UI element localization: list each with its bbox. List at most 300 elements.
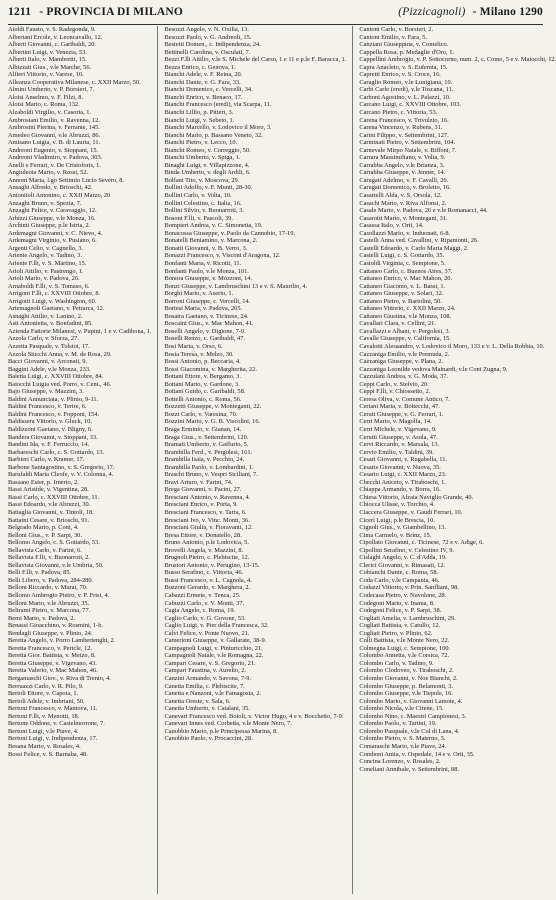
directory-entry: Colombo Nicola, v.le Cirene, 15. xyxy=(359,705,444,713)
directory-entry: Baldini Annunciata, v. Plinio, 9-11. xyxy=(8,395,99,403)
directory-entry: Cavallazzi e Albani, v. Pergolesi, 3. xyxy=(359,327,451,335)
directory-entry: Baggini Adele, v.le Monza, 233. xyxy=(8,365,91,373)
directory-entry: Camerioni Giuseppe, v. Gallarate, 38-9. xyxy=(164,637,267,645)
directory-entry: Bertoni Luigi, v.le Piave, 4. xyxy=(8,727,79,735)
directory-entry: Aioldi Fausto, v. S. Radegonda, 9. xyxy=(8,26,96,33)
directory-entry: Casachi Mario, v. Riva Alfonsi, 2. xyxy=(359,199,447,207)
directory-entry: Bosoni F.lli, v. Pascoli, 39. xyxy=(164,214,233,222)
directory-entry: Cazzulani Andrea, v. G. Moda, 37. xyxy=(359,373,448,381)
directory-entry: Bellavista Carlo, v. Farini, 6. xyxy=(8,546,82,554)
header-separator: - xyxy=(39,6,44,18)
directory-entry: Boscaini Gius., v. Mac Mahon, 41. xyxy=(164,320,254,328)
directory-entry: Casartelli Alda, v. S. Orsola, 12. xyxy=(359,192,442,200)
directory-entry: Anelli e Ferrari, v. De Cristoforis, 1. xyxy=(8,161,101,169)
directory-entry: Anzaghi Felice, v. Caravaggio, 12. xyxy=(8,207,97,215)
directory-entry: Borroni Giuseppe, c. Vercelli, 14. xyxy=(164,297,251,305)
directory-entry: Barufaldi Maria Cleofe, v. V. Colonna, 4. xyxy=(8,471,114,479)
directory-entry: Baldizzoni Gaetano, v. Bligny, 6. xyxy=(8,425,93,433)
directory-entry: Bianchi Romeo, v. Correggio, 50. xyxy=(164,146,251,154)
directory-entry: Arnaboldi F.lli, v. S. Tomaso, 6. xyxy=(8,282,90,290)
directory-entry: Bonatti Giovanni, v. B. Verro, 3. xyxy=(164,244,248,252)
directory-entry: Canziani Giuseppina, v. Comelico. xyxy=(359,41,449,49)
directory-entry: Azzola Carlo, v. Sforza, 27. xyxy=(8,335,79,343)
directory-entry: Bianchi Adele, v. F. Reina, 20. xyxy=(164,71,243,79)
directory-entry: Bramati Umberto, v. Gaffurio, 5. xyxy=(164,441,249,449)
directory-entry: Cignoli Gius., v. Giambellino, 13. xyxy=(359,524,447,532)
directory-entry: Colombo Carlo, v. Tadino, 9. xyxy=(359,659,434,667)
directory-entry: Campari Cesare, v. S. Gregorio, 21. xyxy=(164,659,256,667)
directory-entry: Canetta Emilia, c. Plebiscite, 7. xyxy=(164,682,245,690)
directory-entry: Bezzi F.lli Attilio, v.le S. Michele del Carso, 1 e 11 e p.le F. Baracca, 1. xyxy=(164,56,347,64)
directory-entry: Asnaghi Attilio, v. Lanino, 2. xyxy=(8,312,83,320)
directory-entry: Angiuleoia Mario, v. Rossi, 52. xyxy=(8,169,89,177)
directory-entry: Azienda Fattorie Milanesi, v. Pupini, 1 e v. Cadibona, 1. xyxy=(8,327,152,335)
directory-entry: Carboni Agostino, v. L. Palazzi, 10. xyxy=(359,93,451,101)
directory-entry: Barbareschi Carlo, c. S. Gottardo, 13. xyxy=(8,448,105,456)
directory-entry: Brugnoli Pietro, c. Plebiscite, 12. xyxy=(164,554,250,562)
directory-entry: Bassi Carlo, c. XXVIII Ottobre, 11. xyxy=(8,493,100,501)
directory-entry: Chiesa Vittorio, Alzaia Naviglio Grande, 40. xyxy=(359,493,474,501)
directory-entry: Cazzaniga Emilio, v.le Premuda, 2. xyxy=(359,350,450,358)
directory-entry: Cattaneo Vittorio, c. XXII Marzo, 24. xyxy=(359,305,456,313)
directory-entry: Aloisi Anselmo, v. F. Filzi, 8. xyxy=(8,93,84,101)
directory-entry: Bosia Teresa, v. Melzo, 30. xyxy=(164,350,234,358)
directory-entry: Campari Faustina, v. Aurelio, 2. xyxy=(164,667,247,675)
directory-entry: Boselli Angelo, v. Digione, 7-9. xyxy=(164,327,246,335)
directory-entry: Brambilla Ferd., v. Pergolesi, 161. xyxy=(164,448,253,456)
directory-entry: Bresciani Francesco, v. Tarra, 6. xyxy=(164,509,247,516)
directory-entry: Concina Lorenzo, v. Rosales, 2. xyxy=(359,758,441,766)
directory-entry: Bassi Aristide, v. Vigentina, 28. xyxy=(8,486,89,494)
directory-entry: Binda Umberto, v. degli Ardili, 6. xyxy=(164,169,251,177)
directory-entry: Cavalle Giuseppe, v. California, 15. xyxy=(359,335,451,343)
directory-entry: Cerri Michele, v. Vigevano, 9. xyxy=(359,425,437,433)
directory-entry: Amedeo Giovanni, v.le Abruzzi, 86. xyxy=(8,131,101,139)
directory-entry: Bonfanti Paolo, v.le Monza, 101. xyxy=(164,267,249,275)
directory-entry: Bellomo Ambrogio Pietro, v. P. Frisi, 4. xyxy=(8,592,110,600)
directory-entry: Cervio Emilio, v. Taldini, 39. xyxy=(359,448,434,456)
directory-entry: Calvi Felice, v. Ponte Nuovo, 21. xyxy=(164,629,250,637)
directory-entry: Ariente Angelo, v. Tadino, 3. xyxy=(8,252,82,260)
directory-entry: Ardemagni Giovanni, v. C. Nievo, 4. xyxy=(8,229,103,237)
directory-entry: Carugati Adelmo, v. F. Cavalli, 26. xyxy=(359,176,449,184)
directory-entry: Bandera Giovanni, v. Stoppani, 33. xyxy=(8,433,98,441)
directory-entry: Castelli Anna ved. Cavallini, v. Ripamonti, 26. xyxy=(359,237,479,245)
directory-entry: Carcano Pietro, c. Vittoria, 53. xyxy=(359,109,438,117)
directory-entry: Ambrosini Pierina, v. Ferrante, 145. xyxy=(8,124,100,132)
directory-entry: Bezza Enrico, c. Genova, 1. xyxy=(164,63,236,71)
directory-entry: Anzaghi Bruno, v. Spezia, 7. xyxy=(8,199,82,207)
directory-entry: Artemagnoli Gaetano, v. Petrarca, 12. xyxy=(8,305,105,313)
directory-entry: Bossi Felice, v. S. Barnaba, 48. xyxy=(8,750,88,758)
directory-column-2 xyxy=(164,26,346,894)
directory-entry: Belloni Riccardo, v. Murat, 70. xyxy=(8,584,88,592)
directory-entry: Carbi Carlo (eredi), v.le Toscana, 11. xyxy=(359,86,454,94)
header-right xyxy=(398,6,543,18)
directory-entry: Ariente F.lli, v. S. Martino, 15. xyxy=(8,259,87,267)
directory-entry: Bottani Ettore, v. Bergamo, 3. xyxy=(164,373,241,381)
directory-entry: Bottelli Antonio, c. Roma, 56. xyxy=(164,395,242,403)
directory-entry: Berruazzi Carlo, v. R. Pilo, 9. xyxy=(8,682,84,690)
directory-entry: Cattaneo Giuseppe, v. Solari, 32. xyxy=(359,290,444,298)
directory-entry: Ciaccera Giuseppe, v. Gaudi Ferrari, 10. xyxy=(359,509,463,516)
directory-entry: Argenti Celio, v. Cagnello, 3. xyxy=(8,244,84,252)
directory-entry: Bassi Edoardo, v.le Abruzzi, 30. xyxy=(8,501,91,509)
directory-entry: Belgrado Mario, p. Coni, 4. xyxy=(8,524,79,532)
directory-entry: Bollini Silvio, v. Buonarroti, 3. xyxy=(164,207,244,215)
directory-entry: Ansaghi Alfredo, v. Brioschi, 42. xyxy=(8,184,93,192)
directory-entry: Bajo Giuseppe, v. Mazzini, 3. xyxy=(8,388,84,396)
directory-entry: Bianchi Francesco (eredi), via Scarpa, 11. xyxy=(164,101,272,109)
directory-entry: Cavallari Clara, v. Cellini, 21. xyxy=(359,320,436,328)
directory-entry: Bozzini Mario, v. G. B. Viscolini, 16. xyxy=(164,418,261,426)
directory-entry: Campagnoli Natale, v.le Romagna, 22. xyxy=(164,652,264,660)
directory-entry: Bellavista F.lli, v. Buonarroti, 2. xyxy=(8,554,90,562)
directory-entry: Bresciani Enrico, v. Porta, 9. xyxy=(164,501,238,509)
directory-entry: Arbizzi Giuseppe, v.le Monza, 16. xyxy=(8,214,96,222)
directory-entry: Bosi Maria, v. Orso, 6. xyxy=(164,342,223,350)
directory-entry: Codegoni Mario, v. Inama, 8. xyxy=(359,599,435,607)
directory-entry: Casollazzi Mario, v. Induonati, 6-8. xyxy=(359,229,451,237)
directory-entry: Checchi Aniceto, v. Tiraboschi, 1. xyxy=(359,478,446,486)
directory-entry: Bianchi Enrico, v. Benaco, 17. xyxy=(164,93,243,101)
directory-entry: Colombo Giuseppe, p. Belamonti, 3. xyxy=(359,682,454,690)
directory-entry: Bandini Ida, v. F. Ferruccio, 14. xyxy=(8,441,90,449)
directory-entry: Arioli Mario, v. Padova, 26. xyxy=(8,275,80,283)
directory-entry: Cesario Luigi, c. XXII Marzo, 23. xyxy=(359,471,447,479)
directory-entry: Codegoni Felice, v. P. Sarpi, 38. xyxy=(359,607,442,615)
directory-entry: Belloni Gius., v. P. Sarpi, 30. xyxy=(8,531,82,539)
directory-entry: Bresciani Antonio, v. Ravenna, 4. xyxy=(164,493,251,501)
directory-entry: Canetta Oreste, v. Sala, 6. xyxy=(164,697,231,705)
directory-entry: Bosatra Gaetano, v. Ticinese, 24. xyxy=(164,312,249,320)
directory-entry: Bianchi Domenico, c. Vercelli, 34. xyxy=(164,86,253,94)
directory-entry: Azzola Stucchi Anna, v. M. de Rosa, 29. xyxy=(8,350,112,358)
directory-entry: Cesari Giovanni, v. Rugabella, 11. xyxy=(359,456,448,464)
directory-entry: Cesaris Giovanni, v. Nuova, 35. xyxy=(359,463,441,471)
directory-entry: Castoldi Virginia, c. Sempione, 5. xyxy=(359,259,446,267)
directory-entry: Bertone Oddone, v. Castelmorrone, 7. xyxy=(8,720,105,728)
directory-entry: Bertoni F.lli, v. Menotti, 18. xyxy=(8,712,80,720)
directory-entry: Bompieri Andrea, v. C. Simonetta, 19. xyxy=(164,222,263,230)
directory-entry: Casale Mario, v. Padova, 26 e v.le Romanacci, 44. xyxy=(359,207,488,215)
directory-entry: Carrara Massimiliano, v. Volta, 9. xyxy=(359,154,446,162)
directory-entry: Benassi Gioacchino, v. Rosmini, 1-b. xyxy=(8,622,104,630)
directory-entry: Bozzi Carlo, v. Varesina, 70. xyxy=(164,410,238,418)
page-number-right: 1290 xyxy=(519,6,543,18)
directory-entry: Alzaboldi Virgilio, v. Casoria, 1. xyxy=(8,109,92,117)
directory-entry: Albertani Ercole, v. Leoncavallo, 12. xyxy=(8,33,103,41)
directory-entry: Bollini Celestino, c. Italia, 16. xyxy=(164,199,242,207)
directory-entry: Caglio Luigi, v. Pier della Francesca, 32. xyxy=(164,622,269,630)
directory-entry: Carrabba Angelo, v.le Brianza, 3. xyxy=(359,161,445,169)
directory-column-3 xyxy=(359,26,556,894)
directory-entry: Cislaghi Angelo, v. C. d'Adda, 19. xyxy=(359,554,447,562)
city-title: Milano xyxy=(479,6,517,18)
directory-entry: Casassa Italo, v. Orti, 14. xyxy=(359,222,424,230)
directory-entry: Albizzati Gius., v.le Marche, 56. xyxy=(8,63,92,71)
directory-entry: Arrigoni F.lli, c. XXVIII Ottobre, 8. xyxy=(8,290,101,298)
directory-entry: Alberti Italo, v. Mambretti, 15. xyxy=(8,56,87,64)
directory-entry: Bravi Arturo, v. Farini, 74. xyxy=(164,478,233,486)
directory-entry: Canevari Francesco ved. Boioli, v. Victor Hugo, 4 e v. Bocchetto, 7-9. xyxy=(164,712,344,720)
directory-entry: Clerici Giovanni, v. Rimasati, 12. xyxy=(359,561,446,569)
directory-entry: Cogliati Pietro, v. Plinio, 62. xyxy=(359,629,433,637)
directory-entry: Bresciani Giulia, v. Fioravanti, 12. xyxy=(164,524,253,532)
directory-entry: Cavalotti Alessandro, v. Lodovico il Moro, 133 e v. L. Della Robbia, 10. xyxy=(359,342,545,350)
directory-entry: Bianchi Pietro, v. Lecco, 10. xyxy=(164,139,238,147)
directory-entry: Bonatelli Beniamino, v. Marcona, 2. xyxy=(164,237,258,245)
directory-entry: Coneliani Annibale, v. Settembrini, 88. xyxy=(359,765,460,773)
directory-entry: Asti Antonietta, v. Bonfadini, 85. xyxy=(8,320,93,328)
column-divider xyxy=(352,26,353,894)
directory-entry: Castelli Luigi, c. S. Gottardo, 35. xyxy=(359,252,445,260)
column-divider xyxy=(157,26,158,894)
directory-entry: Bianchi Marcello, v. Lodovico il Moro, 3. xyxy=(164,124,272,132)
directory-entry: Ceresa Oliva, v. Comune Antico, 7. xyxy=(359,395,450,403)
directory-entry: Colombo Giovanni, v. Noe Bianchi, 2. xyxy=(359,675,458,683)
directory-entry: Beretta Francesco, v. Pericle, 12. xyxy=(8,644,93,652)
directory-entry: Baldissera Vittorio, v. Gluck, 10. xyxy=(8,418,92,426)
directory-entry: Beretta Valerio, v. Mac Mahon, 46. xyxy=(8,667,98,675)
directory-entry: Baiocchi Luigia ved. Porro, v. Cent., 46. xyxy=(8,380,112,388)
directory-entry: Campagnoli Luigi, v. Pinturicchio, 21. xyxy=(164,644,263,652)
directory-entry: Bottani Guido, c. Garibaldi, 58. xyxy=(164,388,246,396)
directory-entry: Carini Filippo, v. Settembrini, 127. xyxy=(359,131,449,139)
directory-entry: Battaini Cesare, v. Brioschi, 91. xyxy=(8,516,90,524)
directory-entry: Cipollini Serafino, v. Celestino IV, 9. xyxy=(359,546,455,554)
directory-entry: Baldini Francesco, v. Tertre, 6. xyxy=(8,403,87,411)
directory-entry: Canetta e Nanzoni, v.le Famagosta, 2. xyxy=(164,690,262,698)
directory-entry: Besozzi Angelo, v. N. Oxilia, 13. xyxy=(164,26,249,33)
directory-entry: Bonzi Giuseppe, v. Lambruschini 13 e v. S. Maurilio, 4. xyxy=(164,282,308,290)
directory-entry: Bossi Antonio, p. Beccaria, 4. xyxy=(164,358,241,366)
directory-entry: Bacci Giovanni, v. Arconati, 9. xyxy=(8,358,88,366)
directory-entry: Bendagli Giuseppe, v. Plinio, 24. xyxy=(8,629,93,637)
directory-entry: Bussi Francesco, v. L. Cagnola, 4. xyxy=(164,576,252,584)
directory-entry: Bozzetti Giuseppe, v. Monteganti, 22. xyxy=(164,403,262,411)
directory-entry: Cattaneo Giacomo, v. L. Bassi, 1. xyxy=(359,282,446,290)
directory-entry: Ambrosiani Emilio, v. Ravenna, 12. xyxy=(8,116,100,124)
directory-entry: Carugati Domenico, v. Broletto, 16. xyxy=(359,184,451,192)
directory-entry: Belloni Mario, v.le Abruzzi, 35. xyxy=(8,599,90,607)
directory-entry: Cipollato Giovanni, c. Ticinese, 72 e v. Adige, 6. xyxy=(359,539,484,547)
directory-entry: Codazzi Vittorio, v. Prin. Sanfliani, 98. xyxy=(359,584,459,592)
directory-entry: Colombo Nino, c. Maestri Campionesi, 3. xyxy=(359,712,467,720)
directory-entry: Cervi Riccardo, v. Marsala, 13. xyxy=(359,441,440,449)
directory-entry: Cantoni Emilio, v. Fara, 5. xyxy=(359,33,428,41)
directory-entry: Ceriani Maria, v. Bottecchi, 47. xyxy=(359,403,440,411)
directory-entry: Bonora Giuseppe, v. Mozzoni, 14. xyxy=(164,275,253,283)
directory-entry: Carnevale Mirpo Natale, v. Biffoni, 7. xyxy=(359,146,457,154)
directory-entry: Bestetti Domen., c. Indipendenza, 24. xyxy=(164,41,261,49)
directory-entry: Aloisi Mario, c. Roma, 132. xyxy=(8,101,80,109)
directory-entry: Canevari Innes ved. Corbetta, v.le Monte Nero, 7. xyxy=(164,720,292,728)
directory-entry: Colombo Pietro, v. S. Materno, 5. xyxy=(359,735,446,743)
directory-entry: Arioli Attilio, v. Pastrengo, 1. xyxy=(8,267,84,275)
directory-entry: Castelli Edoardo, v. Carlo Maria Maggi, 2. xyxy=(359,244,469,252)
directory-entry: Borghi Mario, v. Aserio, 1. xyxy=(164,290,234,298)
directory-entry: Braga Gius., v. Settembrini, 120. xyxy=(164,433,249,441)
directory-entry: Canetta Umberto, v. Catalani, 35. xyxy=(164,705,250,713)
directory-entry: Barbieri Carlo, v. Kramer, 17. xyxy=(8,456,85,464)
directory-entry: Cappellini Ambrogio, v. P. Sottocorno, num. 2, c. Como, 5 e v. Maiocchi, 12. xyxy=(359,56,556,64)
directory-entry: Brustori Antonio, v. Perugino, 13-15. xyxy=(164,561,260,569)
directory-entry: Colombo Clodoveo, v. Tiraboschi, 2. xyxy=(359,667,454,675)
directory-entry: Archinti Giuseppe, p.le Istria, 2. xyxy=(8,222,91,230)
directory-entry: Capretti Enrico, v. S. Croce, 16. xyxy=(359,71,441,79)
directory-entry: Cattaneo Giustina, v.le Monza, 108. xyxy=(359,312,452,320)
directory-entry: Carcano Luigi, c. XXVIII Ottobre, 103. xyxy=(359,101,462,109)
directory-entry: Carrabba Giuseppe, v. Jenner, 14. xyxy=(359,169,446,177)
directory-entry: Colmegna Luigi, c. Sempione, 100. xyxy=(359,644,451,652)
directory-entry: Colli Battista, v.le Monte Nero, 22. xyxy=(359,637,450,645)
directory-entry: Besana Mario, v. Rosales, 4. xyxy=(8,742,81,750)
directory-entry: Ceppi F.lli, v. Chiossetto, 2. xyxy=(359,388,431,396)
directory-entry: Cantoni Carlo, v. Borsieri, 2. xyxy=(359,26,434,33)
directory-entry: Bresciani Ivo, v. Vinc. Monti, 36. xyxy=(164,516,250,524)
directory-entry: Besozzi Paolo, v. G. Andreoli, 15. xyxy=(164,33,252,41)
directory-entry: Carena Vincenzo, v. Rubens, 31. xyxy=(359,124,443,132)
directory-entry: Belli Libero, v. Padova, 284-280. xyxy=(8,576,94,584)
directory-entry: Amisano Luigia, v. B. di Lauria, 11. xyxy=(8,139,101,147)
directory-entry: Bertoli Ettore, v. Capoia, 1. xyxy=(8,690,79,698)
directory-entry: Chiappa Armando, v. Borra, 16. xyxy=(359,486,441,494)
directory-entry: Bolfani Tito, v. Moscova, 29. xyxy=(164,176,240,184)
directory-entry: Antoniioli Antonino, c. XXII Marzo, 20 xyxy=(8,192,111,200)
directory-entry: Colombo Mario, v. Giovanni Lamote, 4. xyxy=(359,697,463,705)
directory-entry: Bianchi Dante, v. G. Fara, 33. xyxy=(164,78,241,86)
directory-entry: Arrigotti Luigi, v. Washington, 60. xyxy=(8,297,97,305)
directory-entry: Bertoli Adele, v. Imbriani, 50. xyxy=(8,697,85,705)
directory-entry: Battaglia Giovanni, v. Tintoli, 18. xyxy=(8,509,94,516)
directory-entry: Alleanza Cooperativa Milanese, c. XXII Marzo, 50. xyxy=(8,78,141,86)
directory-entry: Caglio Carlo, v. G. Govone, 53. xyxy=(164,614,246,622)
directory-entry: Bonacossa Giuseppe, v. Paolo da Cannobio, 17-19. xyxy=(164,229,296,237)
directory-entry: Cerutti Giuseppe, v. Asola, 47. xyxy=(359,433,438,441)
directory-entry: Bianchi Lillio, p. Pitteri, 3. xyxy=(164,109,234,117)
directory-entry: Cicerì Luigi, p.le Brescia, 10. xyxy=(359,516,435,524)
directory-entry: Cattaneo Enrico, v. Mac Mahon, 20. xyxy=(359,275,453,283)
directory-entry: Codecasa Pietro, v. Nuvolone, 28. xyxy=(359,592,447,600)
directory-entry: Brovelli Angela, v. Mazzini, 8. xyxy=(164,546,244,554)
directory-entry: Colombo Giuseppe, v.le Tiepole, 16. xyxy=(359,690,453,698)
page-header xyxy=(8,6,543,25)
directory-entry: Bonfanti Maria, v. Ricotti, 11. xyxy=(164,259,242,267)
directory-entry: Bianchi Mario, p. Bassano Veneto, 32. xyxy=(164,131,263,139)
directory-entry: Bollini Adolfo, v. F. Munti, 28-30. xyxy=(164,184,253,192)
header-left xyxy=(8,6,183,18)
directory-entry: Baietta Luigi, c. XXVIII Ottobre, 84. xyxy=(8,373,104,381)
directory-entry: Binaghi Luigi, v. Villapizzone, 4. xyxy=(164,161,250,169)
directory-entry: Bergamaschi Giov., v. Riva di Trento, 4. xyxy=(8,675,111,683)
directory-entry: Andreoni Vladimiro, v. Padova, 303. xyxy=(8,154,103,162)
directory-entry: Bortesi Maria, v. Padova, 265. xyxy=(164,305,243,313)
directory-entry: Bassano Ester, p. Irnerio, 2. xyxy=(8,478,79,486)
directory-entry: Cabazzi Ermete, v. Tenca, 25. xyxy=(164,592,241,600)
directory-entry: Albertini Luigi, v. Venezia, 53. xyxy=(8,48,87,56)
directory-entry: Cogliati Battista, v. Catullo, 12. xyxy=(359,622,441,630)
directory-entry: Casarotti Mario, v. Montegani, 31. xyxy=(359,214,448,222)
directory-entry: Brambilla Isaia, v. Pecchio, 24. xyxy=(164,456,245,464)
directory-entry: Beretta Gior. Battista, v. Metzo, 8. xyxy=(8,652,96,660)
directory-entry: Cazzaniga Giuseppe, v. Plana, 2. xyxy=(359,358,444,366)
directory-entry: Bresa Ettore, v. Donatello, 28. xyxy=(164,531,242,539)
directory-entry: Colombo Pasquale, v.le Col di Lana, 4. xyxy=(359,727,460,735)
directory-entry: Buzzoni Gerardo, v. Marghera, 2. xyxy=(164,584,251,592)
directory-entry: Ardemagni Virginio, v. Pusiano, 6. xyxy=(8,237,97,245)
directory-entry: Cima Carmelo, v. Brinz, 15. xyxy=(359,531,432,539)
directory-entry: Carena Francesco, v. Trivulzio, 16. xyxy=(359,116,449,124)
directory-entry: Bianchi Luigi, v. Sebeto, 1. xyxy=(164,116,235,124)
directory-entry: Cerri Mario, v. Magolfa, 14. xyxy=(359,418,432,426)
directory-entry: Busso Serafino, c. Vittoria, 46. xyxy=(164,569,244,577)
directory-entry: Comboni Anita, v. Ospedale, 14 e v. Orti, 35. xyxy=(359,750,475,758)
directory-entry: Bianchi Umberto, v. Spiga, 1. xyxy=(164,154,241,162)
directory-entry: Alberti Giovanni, c. Garibaldi, 20. xyxy=(8,41,97,49)
directory-entry: Bettinelli Carolina, v. Osculati, 7. xyxy=(164,48,251,56)
directory-entry: Colombo Annetta, v.le Corsica, 72. xyxy=(359,652,450,660)
directory-entry: Braga Erminio, v. Gianan, 14. xyxy=(164,425,242,433)
directory-entry: Colombo Paolo, v. Tartini, 19. xyxy=(359,720,437,728)
directory-entry: Cobianchi Dante, c. Roma, 58. xyxy=(359,569,439,577)
directory-entry: Cazzaniga Leonilde vedova Mainardi, v.le Coni Zugna, 9. xyxy=(359,365,508,373)
directory-entry: Brambilla Paolo, v. Lombardini, 1. xyxy=(164,463,254,471)
category-label: (Pizzicagnoli) xyxy=(398,6,466,18)
directory-entry: Cattaneo Carlo, c. Buenos Aires, 37. xyxy=(359,267,453,275)
directory-entry: Bellavista Giovanni, v.le Umbria, 50. xyxy=(8,561,104,569)
directory-entry: Chiocca Ulisse, v. Torchio, 4. xyxy=(359,501,435,509)
directory-entry: Ceppi Carlo, v. Stelvio, 20. xyxy=(359,380,429,388)
directory-column-1 xyxy=(8,26,151,894)
page-number-left: 1211 xyxy=(8,6,32,18)
directory-entry: Capra Anacleto, v. S. Eufemia, 15. xyxy=(359,63,448,71)
directory-entry: Braschi Bruno, v. Vespri Siciliani, 7. xyxy=(164,471,258,479)
directory-entry: Annoni Maria, l.go Settimio Lucio Severo, 8. xyxy=(8,176,125,184)
directory-entry: Azzetta Pasquale, v. Tolstoi, 17. xyxy=(8,342,90,350)
directory-entry: Brega Giovanni, v. Pacini, 27. xyxy=(164,486,242,494)
directory-entry: Bertoni Francesco, v. Mantova, 11. xyxy=(8,705,98,713)
directory-entry: Bemi Mario, v. Padova, 2. xyxy=(8,614,76,622)
directory-entry: Beretta Angelo, v. Porro Lambertenghi, 2. xyxy=(8,637,116,645)
header-separator-right: - xyxy=(472,6,477,18)
directory-entry: Baldini Francesco, v. Fopponi, 154. xyxy=(8,410,100,418)
directory-entry: Coda Carlo, v.le Campania, 46. xyxy=(359,576,440,584)
directory-entry: Almini Umberto, v. P. Borsieri, 7. xyxy=(8,86,95,94)
directory-entry: Alfieri Vittorio, v. Varese, 10. xyxy=(8,71,84,79)
directory-entry: Cabuzzi Carlo, v. V. Monti, 37. xyxy=(164,599,245,607)
directory-entry: Belli F.lli, v. Padova, 85. xyxy=(8,569,72,577)
directory-entry: Bottani Mario, v. Gardone, 3. xyxy=(164,380,240,388)
directory-entry: Canobbio Mario, p.le Principessa Marina, 8. xyxy=(164,727,278,735)
directory-entry: Bossi Giacomina, v. Margherita, 22. xyxy=(164,365,257,373)
directory-entry: Comaraschi Mario, v.le Piave, 24. xyxy=(359,742,447,750)
directory-entry: Beretta Giuseppe, v. Vigevano, 43. xyxy=(8,659,97,667)
directory-entry: Cappella Rosa, p. Medaglie d'Oro, 1. xyxy=(359,48,454,56)
directory-entry: Canzini Armando, v. Savona, 7-9. xyxy=(164,675,252,683)
directory-entry: Caraglio Romeo, v.le Lunigiana, 10. xyxy=(359,78,453,86)
directory-entry: Bellomo Angelo, c. S. Gottardo, 53. xyxy=(8,539,100,547)
directory-entry: Canobbio Paolo, v. Procaccini, 28. xyxy=(164,735,253,743)
directory-entry: Cogliati Amelia, v. Lambruschini, 29. xyxy=(359,614,456,622)
directory-entry: Bertoni Luigi, v. Indipendenza, 17. xyxy=(8,735,98,743)
province-title: PROVINCIA DI MILANO xyxy=(46,6,184,18)
directory-entry: Carminati Pietro, v. Settembrini, 104. xyxy=(359,139,456,147)
directory-entry: Boselli Renzo, c. Garibaldi, 47. xyxy=(164,335,246,343)
directory-entry: Bollini Carlo, v. Volta, 10. xyxy=(164,192,232,200)
directory-entry: Ceruti Giuseppe, v. G. Ferrari, 1. xyxy=(359,410,444,418)
directory-entry: Cagia Angelo, c. Roma, 19. xyxy=(164,607,236,615)
